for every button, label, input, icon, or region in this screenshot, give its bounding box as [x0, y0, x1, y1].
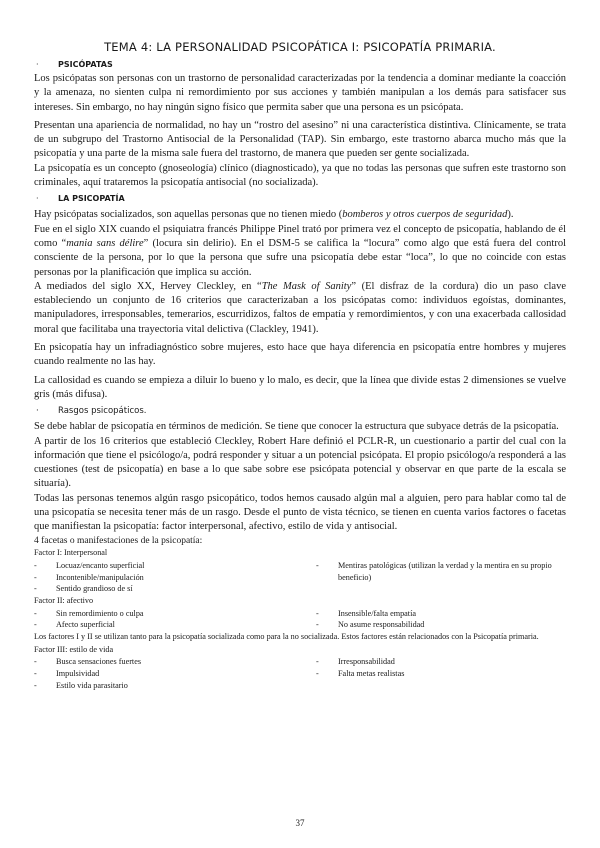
paragraph: En psicopatía hay un infradiagnóstico sobre mujeres, esto hace que haya diferencia en psicopatía entre hombres y mujeres cuando realmente no las hay. — [34, 342, 566, 368]
factor2-left — [34, 608, 316, 632]
paragraph: Presentan una apariencia de normalidad, no hay un “rostro del asesino” ni una característica distintiva. Clínicamente, se trata de un subgrupo del Trastorno Antisocial de la Personalidad (TAP). Sin embargo, este trastorno abarca mucho más que la psicopatía y una parte de la misma sale fuera del trastorno, de manera que pueden ser gente socializada. — [34, 119, 566, 160]
paragraph — [34, 280, 566, 337]
document-content — [34, 58, 566, 692]
heading-text: Rasgos psicopáticos. — [58, 406, 147, 417]
paragraph — [34, 223, 566, 280]
list-item: - Insensible/falta empatía — [316, 608, 416, 618]
text-run: Fue en el siglo XIX cuando el psiquiatra francés Philippe Pinel trató por primera vez el concepto de psicopatía, hablando de él como “ — [34, 223, 566, 249]
page-title: TEMA 4: LA PERSONALIDAD PSICOPÁTICA I: PSICOPATÍA PRIMARIA. — [104, 40, 496, 54]
text-run: Hay psicópatas socializados, son aquellas personas que no tienen miedo ( — [34, 209, 343, 221]
paragraph — [34, 208, 566, 222]
section-heading-la-psicopatia — [34, 192, 566, 206]
list-item: - Busca sensaciones fuertes — [34, 657, 142, 667]
factor2-right — [316, 608, 566, 632]
factor3-right — [316, 656, 566, 691]
factor-title: Factor III: estilo de vida — [34, 644, 114, 654]
list-item: - Sin remordimiento o culpa — [34, 608, 144, 618]
list-item: - No asume responsabilidad — [316, 620, 425, 630]
list-item: - Impulsividad — [34, 669, 100, 679]
section-heading-rasgos — [34, 404, 566, 418]
paragraph: La callosidad es cuando se empieza a diluir lo bueno y lo malo, es decir, que la línea que divide estas 2 dimensiones se vuelve gris (más difusa). — [34, 374, 566, 400]
heading-text: PSICÓPATAS — [58, 60, 113, 69]
page-number: 37 — [295, 818, 305, 828]
paragraph: Se debe hablar de psicopatía en términos de medición. Se tiene que conocer la estructura que subyace detrás de la psicopatía. — [34, 421, 559, 433]
paragraph: A partir de los 16 criterios que estableció Cleckley, Robert Hare definió el PCLR-R, un cuestionario a partir del cual con la información que tiene el psicólogo/a, podrá responder y situar a un potencial psicópata. El propio psicólogo/a responderá a las cuestiones (test de psicopatía) en base a lo que sabe sobre ese psicópata potencial y observar en que parte de la escala se situaría). — [34, 435, 566, 490]
list-item: - Sentido grandioso de sí — [34, 584, 133, 594]
emphasis-text: mania sans délire — [66, 237, 144, 249]
paragraph: Todas las personas tenemos algún rasgo psicopático, todos hemos causado algún mal a alguien, pero para hablar como tal de una psicopatía se necesita tener más de un rasgo. Desde el punto de vista técnico, se tienen en cuenta varios factores o facetas que manifiestan la psicopatía: factor interpersonal, afectivo, estilo de vida y antisocial. — [34, 492, 566, 533]
factor-title: Factor II: afectivo — [34, 596, 94, 606]
list-item: - Falta metas realistas — [316, 669, 405, 679]
paragraph: 4 facetas o manifestaciones de la psicopatía: — [34, 535, 203, 546]
heading-text: LA PSICOPATÍA — [58, 194, 125, 204]
factor1-left — [34, 560, 316, 595]
factor1-columns — [34, 560, 566, 595]
list-item: - Afecto superficial — [34, 620, 115, 630]
factor3-columns — [34, 656, 566, 691]
facets-list — [34, 547, 566, 692]
list-item: - Irresponsabilidad — [316, 657, 395, 667]
text-run: ” (El disfraz de la cordura) dio un paso clave estableciendo un conjunto de 16 criterios que caracterizaban a los psicópatas como: individuos egoístas, dominantes, manipuladores, irresponsables, temerarios, escurridizos, faltos de empatía y remordimientos, y con una exacerbada callosidad moral que facilitaba una trayectoria vital delictiva (Clackley, 1941). — [34, 280, 566, 335]
text-run: A mediados del siglo XX, Hervey Cleckley, en “ — [34, 280, 262, 292]
text-run: ” (locura sin delirio). En el DSM-5 se califica la “locura” como algo que está fuera del control consciente de la persona, por lo que la persona que sufre una psicopatía debe estar “loca”, lo que no coincide con estas personas por la planificación que implica su acción. — [34, 237, 566, 278]
paragraph: Los psicópatas son personas con un trastorno de personalidad caracterizadas por la tendencia a dominar mediante la coacción y la amenaza, no sienten culpa ni remordimiento por sus acciones y también manipulan a los demás para satisfacer sus intereses. Sin embargo, no hay ningún signo físico que permita saber que una persona es un psicópata. — [34, 73, 566, 113]
list-item: - Estilo vida parasitario — [34, 681, 128, 691]
section-heading-psicopatas — [34, 58, 566, 72]
factor-title: Factor I: Interpersonal — [34, 548, 108, 558]
text-run: ). — [507, 209, 514, 221]
factor-note: Los factores I y II se utilizan tanto para la psicopatía socializada como para la no socializada. Estos factores están relacionados con la Psicopatía primaria. — [34, 632, 539, 642]
factor3-left — [34, 656, 316, 691]
emphasis-text: bomberos y otros cuerpos de seguridad — [342, 209, 508, 221]
factor1-right — [316, 560, 566, 595]
paragraph: La psicopatía es un concepto (gnoseología) clínico (diagnosticado), ya que no todas las personas que sufren este trastorno son criminales, aquí trataremos la psicopatía antisocial (no socializada). — [34, 162, 566, 189]
list-item: - Locuaz/encanto superficial — [34, 560, 145, 570]
list-item: - Mentiras patológicas (utilizan la verdad y la mentira en su propio beneficio) — [316, 560, 552, 582]
factor2-columns — [34, 608, 566, 632]
bullet: · — [36, 194, 39, 204]
emphasis-text: The Mask of Sanity — [261, 280, 352, 292]
bullet: · — [36, 406, 39, 417]
bullet: · — [36, 60, 39, 69]
list-item: - Incontenible/manipulación — [34, 572, 144, 582]
